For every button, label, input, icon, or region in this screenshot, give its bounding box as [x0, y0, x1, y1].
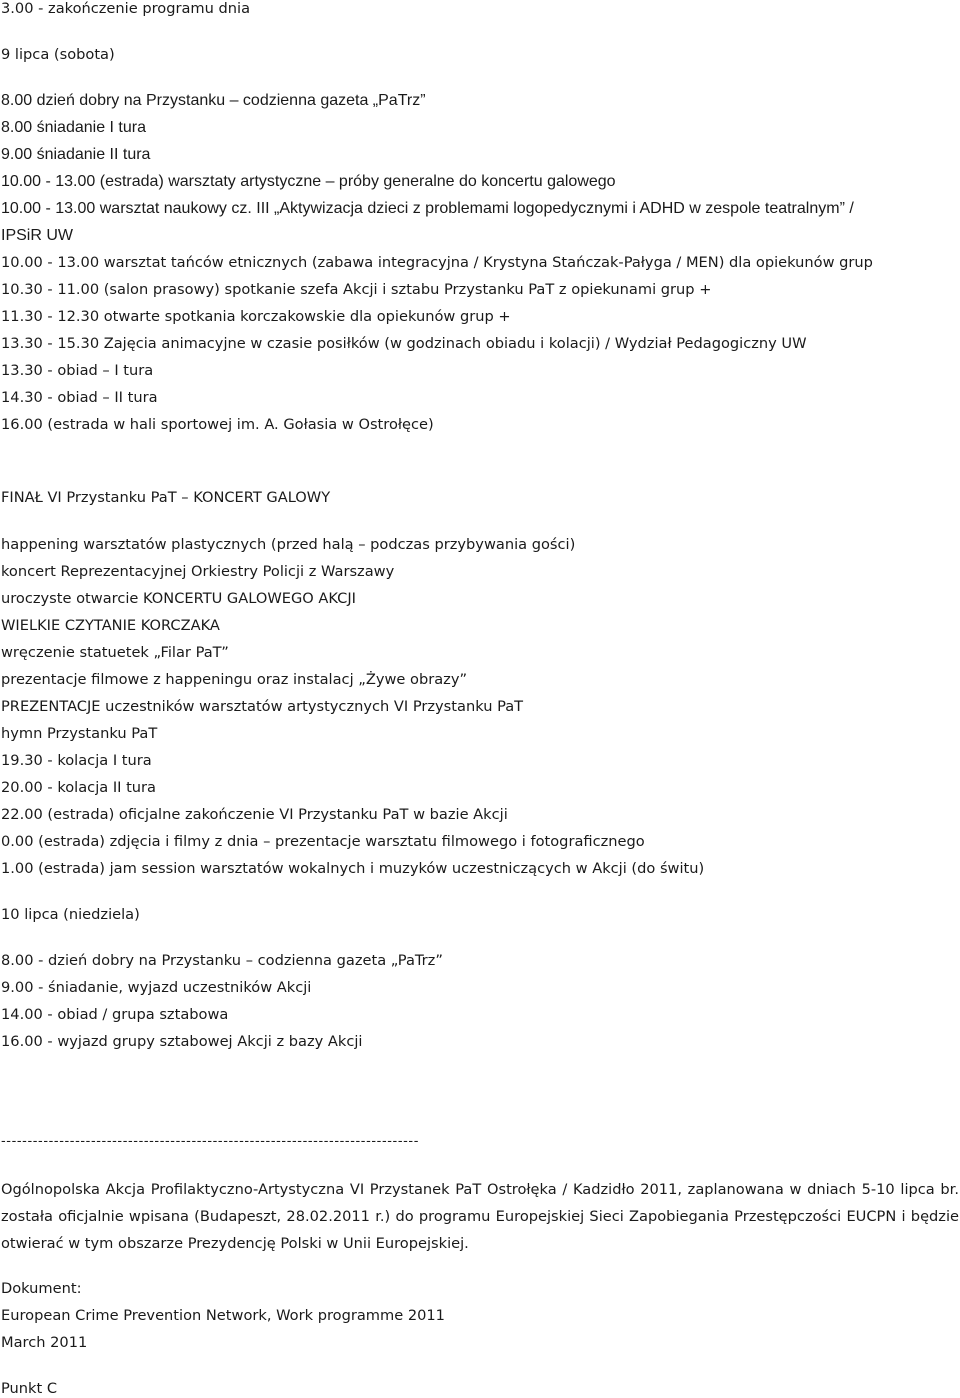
final-line: 19.30 - kolacja I tura: [1, 752, 152, 769]
note-paragraph: Ogólnopolska Akcja Profilaktyczno-Artystyczna VI Przystanek PaT Ostrołęka / Kadzidło 2011, zaplanowana w dniach 5-10 lipca br. została oficjalnie wpisana (Budapeszt, 28.02.2011 r.) do programu Europejskiej Sieci Zapobiegania Przestępczości EUCPN i będzie otwierać w tym obszarze Prezydencję Polski w Unii Europejskiej.: [1, 1181, 959, 1252]
schedule-line: 10.00 - 13.00 (estrada) warsztaty artystyczne – próby generalne do koncertu galowego: [1, 173, 616, 190]
schedule-line: 10.00 - 13.00 warsztat naukowy cz. III „Aktywizacja dzieci z problemami logopedycznymi i ADHD w zespole teatralnym” /: [1, 200, 854, 217]
schedule-line: 10.30 - 11.00 (salon prasowy) spotkanie szefa Akcji i sztabu Przystanku PaT z opiekunami grup +: [1, 281, 712, 298]
day3-line: 9.00 - śniadanie, wyjazd uczestników Akcji: [1, 979, 312, 996]
day3-heading: 10 lipca (niedziela): [1, 906, 140, 923]
final-line: PREZENTACJE uczestników warsztatów artystycznych VI Przystanku PaT: [1, 698, 524, 715]
day3-line: 14.00 - obiad / grupa sztabowa: [1, 1006, 229, 1023]
schedule-line: 13.30 - obiad – I tura: [1, 362, 154, 379]
final-line: uroczyste otwarcie KONCERTU GALOWEGO AKCJI: [1, 590, 356, 607]
schedule-line: 13.30 - 15.30 Zajęcia animacyjne w czasie posiłków (w godzinach obiadu i kolacji) / Wydział Pedagogiczny UW: [1, 335, 807, 352]
final-line: wręczenie statuetek „Filar PaT”: [1, 644, 229, 661]
final-line: happening warsztatów plastycznych (przed halą – podczas przybywania gości): [1, 536, 576, 553]
final-heading: FINAŁ VI Przystanku PaT – KONCERT GALOWY: [1, 489, 331, 506]
day2-heading: 9 lipca (sobota): [1, 46, 115, 63]
document-point: Punkt C: [1, 1380, 58, 1397]
document-date: March 2011: [1, 1334, 88, 1351]
schedule-line: 10.00 - 13.00 warsztat tańców etnicznych (zabawa integracyjna / Krystyna Stańczak-Pałyga / MEN) dla opiekunów grup: [1, 254, 873, 271]
schedule-line: 9.00 śniadanie II tura: [1, 146, 151, 163]
final-line: hymn Przystanku PaT: [1, 725, 158, 742]
final-line: 22.00 (estrada) oficjalne zakończenie VI Przystanku PaT w bazie Akcji: [1, 806, 508, 823]
schedule-line: 16.00 (estrada w hali sportowej im. A. Gołasia w Ostrołęce): [1, 416, 434, 433]
schedule-line: 8.00 dzień dobry na Przystanku – codzienna gazeta „PaTrz”: [1, 92, 426, 109]
schedule-line: IPSiR UW: [1, 227, 73, 244]
schedule-line: 11.30 - 12.30 otwarte spotkania korczakowskie dla opiekunów grup +: [1, 308, 511, 325]
document-title: European Crime Prevention Network, Work programme 2011: [1, 1307, 445, 1324]
schedule-line: 14.30 - obiad – II tura: [1, 389, 158, 406]
day1-end-line: 3.00 - zakończenie programu dnia: [1, 0, 251, 17]
final-line: 20.00 - kolacja II tura: [1, 779, 157, 796]
day3-line: 8.00 - dzień dobry na Przystanku – codzienna gazeta „PaTrz”: [1, 952, 443, 969]
schedule-line: 8.00 śniadanie I tura: [1, 119, 146, 136]
divider-line: -------------------------------------------------------------------------------: [1, 1134, 419, 1149]
document-label: Dokument:: [1, 1280, 82, 1297]
final-line: koncert Reprezentacyjnej Orkiestry Policji z Warszawy: [1, 563, 395, 580]
final-line: WIELKIE CZYTANIE KORCZAKA: [1, 617, 220, 634]
day3-line: 16.00 - wyjazd grupy sztabowej Akcji z bazy Akcji: [1, 1033, 363, 1050]
final-line: 0.00 (estrada) zdjęcia i filmy z dnia – prezentacje warsztatu filmowego i fotograficznego: [1, 833, 645, 850]
final-line: prezentacje filmowe z happeningu oraz instalacj „Żywe obrazy”: [1, 671, 468, 688]
final-line: 1.00 (estrada) jam session warsztatów wokalnych i muzyków uczestniczących w Akcji (do świtu): [1, 860, 705, 877]
